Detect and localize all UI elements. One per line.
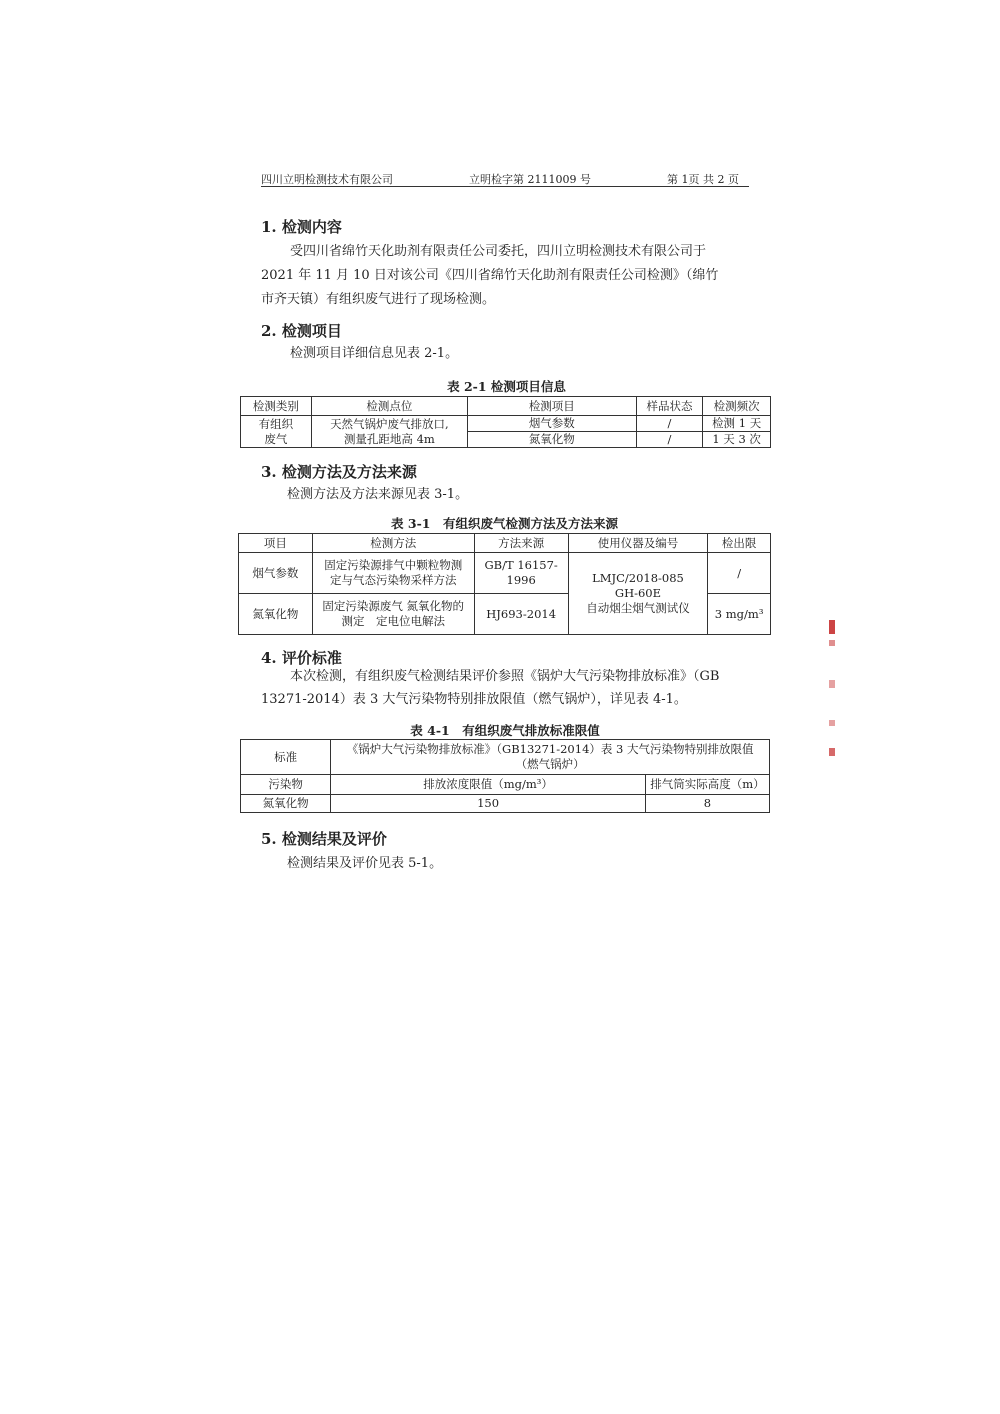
table-4-1 <box>240 739 770 813</box>
category-line-2: 废气 <box>264 431 288 446</box>
category-cell <box>241 416 312 448</box>
section-5-text: 检测结果及评价见表 5-1。 <box>287 856 443 871</box>
header-cell: 污染物 <box>241 775 331 795</box>
frequency-cell: 检测 1 天 <box>703 416 771 432</box>
table-row <box>239 553 771 594</box>
table-header-row <box>241 397 771 416</box>
limit-cell: 3 mg/m³ <box>708 594 771 635</box>
section-3-text: 检测方法及方法来源见表 3-1。 <box>287 487 469 502</box>
page-header <box>261 171 749 187</box>
state-cell: / <box>636 432 703 448</box>
site-line-1: 天然气锅炉废气排放口, <box>330 416 449 431</box>
instrument-line-2: GH-60E <box>614 586 662 600</box>
header-cell: 检出限 <box>708 534 771 553</box>
method-line-2: 测定 定电位电解法 <box>341 614 445 628</box>
site-cell <box>311 416 467 448</box>
header-cell: 样品状态 <box>636 397 703 416</box>
header-cell: 检测点位 <box>311 397 467 416</box>
seal-edge-marks <box>829 620 843 760</box>
header-cell: 检测项目 <box>467 397 636 416</box>
header-page-number: 第 1页 共 2 页 <box>667 173 739 186</box>
section-4-title: 4. 评价标准 <box>261 649 342 667</box>
section-1-title: 1. 检测内容 <box>261 218 342 236</box>
header-cell: 项目 <box>239 534 313 553</box>
source-cell: HJ693-2014 <box>474 594 568 635</box>
section-4-line-1: 本次检测，有组织废气检测结果评价参照《锅炉大气污染物排放标准》（GB <box>290 669 720 684</box>
header-cell: 检测类别 <box>241 397 312 416</box>
pollutant-cell: 氮氧化物 <box>241 795 331 813</box>
source-cell: GB/T 16157-1996 <box>474 553 568 594</box>
section-1-line-2: 2021 年 11 月 10 日对该公司《四川省绵竹天化助剂有限责任公司检测》（绵竹 <box>261 268 719 283</box>
item-cell: 烟气参数 <box>239 553 313 594</box>
section-2-title: 2. 检测项目 <box>261 322 342 340</box>
method-line-2: 定与气态污染物采样方法 <box>329 573 457 587</box>
header-company: 四川立明检测技术有限公司 <box>261 173 393 186</box>
table-header-row <box>241 775 770 795</box>
header-cell: 检测方法 <box>312 534 474 553</box>
limit-cell: / <box>708 553 771 594</box>
category-line-1: 有组织 <box>258 416 294 431</box>
method-cell <box>312 594 474 635</box>
method-line-1: 固定污染源排气中颗粒物测 <box>324 558 463 572</box>
table-2-1 <box>240 396 771 448</box>
item-cell: 氮氧化物 <box>239 594 313 635</box>
header-cell: 检测频次 <box>703 397 771 416</box>
section-1-line-1: 受四川省绵竹天化助剂有限责任公司委托，四川立明检测技术有限公司于 <box>290 244 707 259</box>
section-4-line-2: 13271-2014）表 3 大气污染物特别排放限值（燃气锅炉），详见表 4-1。 <box>261 692 687 707</box>
section-1-line-3: 市齐天镇）有组织废气进行了现场检测。 <box>261 292 496 307</box>
item-cell: 氮氧化物 <box>467 432 636 448</box>
item-cell: 烟气参数 <box>467 416 636 432</box>
header-cell: 方法来源 <box>474 534 568 553</box>
instrument-line-3: 自动烟尘烟气测试仪 <box>586 601 690 615</box>
table-3-1 <box>238 533 771 635</box>
table-3-1-caption: 表 3-1 有组织废气检测方法及方法来源 <box>391 516 618 531</box>
table-row <box>241 795 770 813</box>
table-row <box>241 740 770 775</box>
height-cell: 8 <box>645 795 769 813</box>
table-header-row <box>239 534 771 553</box>
method-cell <box>312 553 474 594</box>
table-row <box>241 416 771 432</box>
standard-label-cell: 标准 <box>241 740 331 775</box>
concentration-cell: 150 <box>331 795 646 813</box>
instrument-line-1: LMJC/2018-085 <box>592 571 684 585</box>
frequency-cell: 1 天 3 次 <box>703 432 771 448</box>
standard-cell <box>331 740 770 775</box>
table-4-1-caption: 表 4-1 有组织废气排放标准限值 <box>410 723 600 738</box>
section-3-title: 3. 检测方法及方法来源 <box>261 463 417 481</box>
header-cell: 排放浓度限值（mg/m³） <box>331 775 646 795</box>
table-2-1-caption: 表 2-1 检测项目信息 <box>447 379 566 394</box>
method-line-1: 固定污染源废气 氮氧化物的 <box>322 599 465 613</box>
section-2-text: 检测项目详细信息见表 2-1。 <box>290 346 459 361</box>
section-5-title: 5. 检测结果及评价 <box>261 830 387 848</box>
site-line-2: 测量孔距地高 4m <box>343 431 435 446</box>
header-cell: 使用仪器及编号 <box>568 534 708 553</box>
standard-line-2: （燃气锅炉） <box>515 757 585 771</box>
standard-line-1: 《锅炉大气污染物排放标准》（GB13271-2014）表 3 大气污染物特别排放限值 <box>346 742 754 756</box>
header-report-number: 立明检字第 2111009 号 <box>469 173 591 186</box>
state-cell: / <box>636 416 703 432</box>
header-cell: 排气筒实际高度（m） <box>645 775 769 795</box>
instrument-cell <box>568 553 708 635</box>
